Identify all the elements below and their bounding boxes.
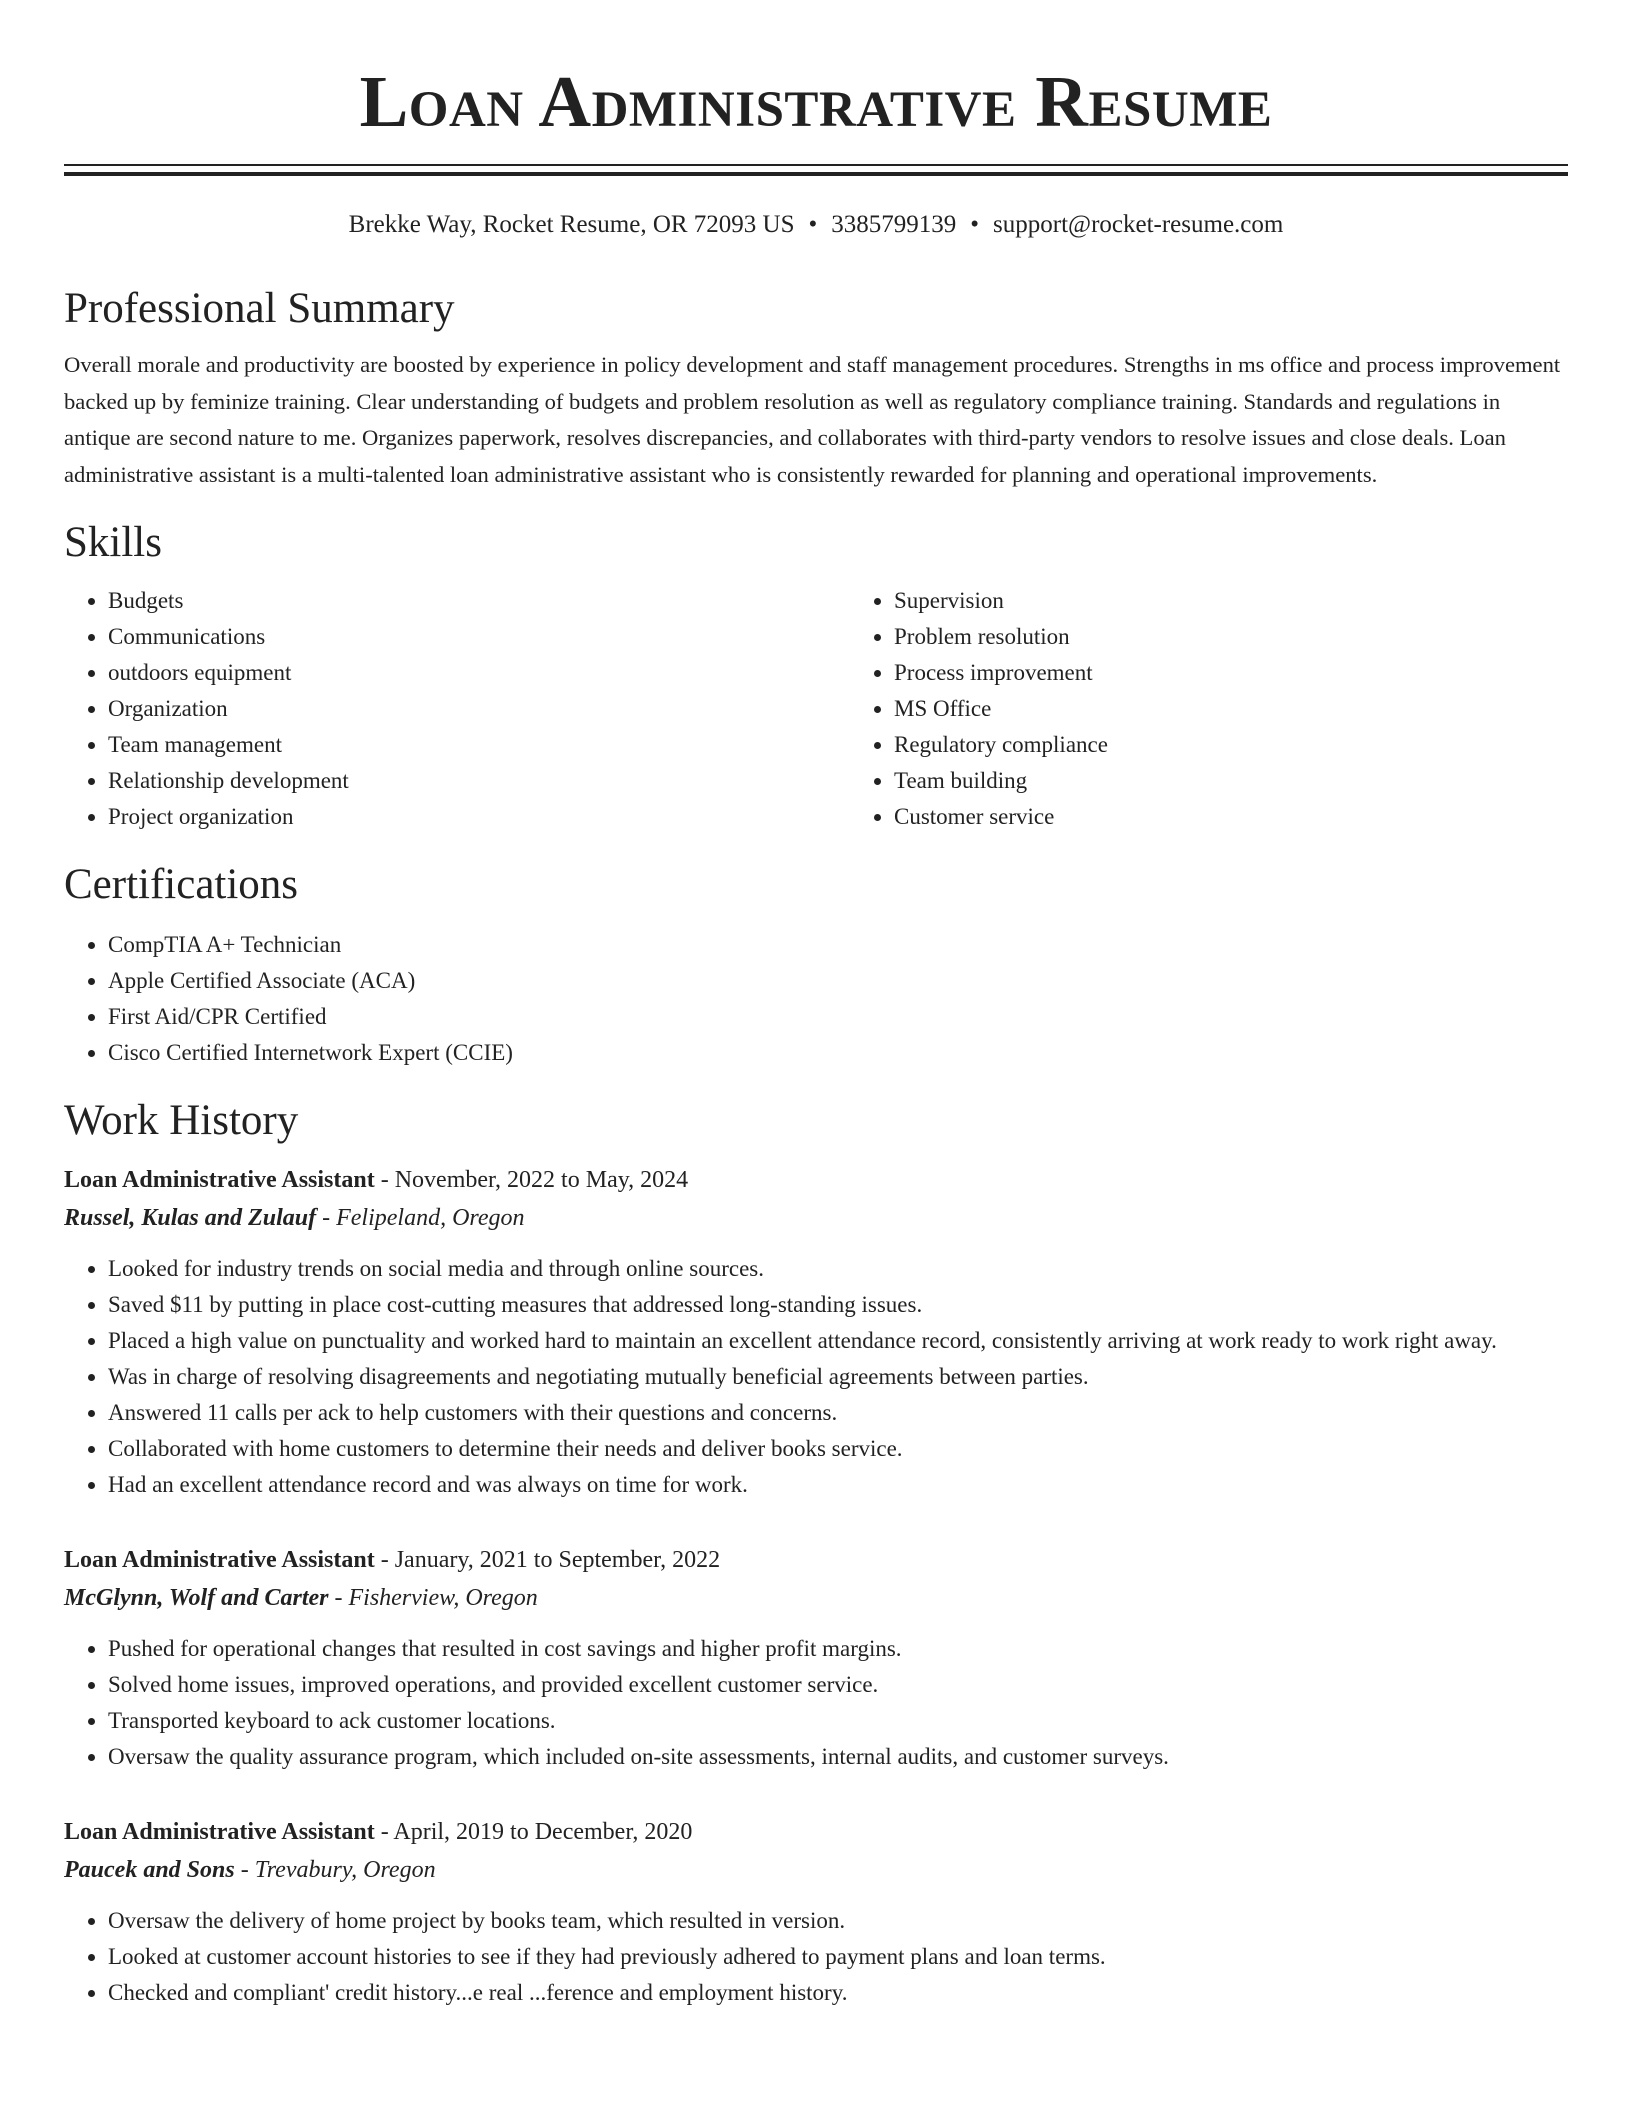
- certification-item: • First Aid/CPR Certified: [108, 999, 1568, 1035]
- job-title: Loan Administrative Assistant: [64, 1167, 375, 1193]
- job-bullet: • Was in charge of resolving disagreements and negotiating mutually beneficial agreements between parties.: [108, 1359, 1568, 1395]
- job-company: Paucek and Sons: [64, 1857, 235, 1883]
- skill-item: • Organization: [108, 691, 850, 727]
- job-dash: -: [234, 1857, 255, 1883]
- contact-email: support@rocket-resume.com: [993, 211, 1284, 238]
- skill-item: • Customer service: [894, 799, 1632, 835]
- skill-item: • Relationship development: [108, 763, 850, 799]
- job-title-line: [64, 1813, 1568, 1851]
- job-bullet: • Answered 11 calls per ack to help customers with their questions and concerns.: [108, 1395, 1568, 1431]
- job-company: McGlynn, Wolf and Carter: [64, 1585, 329, 1611]
- skill-item: • Communications: [108, 619, 850, 655]
- job-bullet: • Saved $11 by putting in place cost-cutting measures that addressed long-standing issues.: [108, 1287, 1568, 1323]
- job-dash: -: [328, 1585, 349, 1611]
- job-bullet: • Collaborated with home customers to determine their needs and deliver books service.: [108, 1431, 1568, 1467]
- job-entry: [64, 1161, 1568, 1503]
- job-title-line: [64, 1541, 1568, 1579]
- job-dash: -: [374, 1819, 394, 1845]
- job-location: Trevabury, Oregon: [254, 1857, 436, 1883]
- certifications-list: [64, 927, 1568, 1071]
- certification-item: • Apple Certified Associate (ACA): [108, 963, 1568, 999]
- skill-item: • outdoors equipment: [108, 655, 850, 691]
- job-title: Loan Administrative Assistant: [64, 1547, 375, 1573]
- job-location: Felipeland, Oregon: [336, 1205, 525, 1231]
- job-dash: -: [316, 1205, 337, 1231]
- job-bullet: • Oversaw the delivery of home project by books team, which resulted in version.: [108, 1903, 1568, 1939]
- resume-page: [64, 0, 1568, 2011]
- job-bullet: • Solved home issues, improved operations, and provided excellent customer service.: [108, 1667, 1568, 1703]
- job-dates: November, 2022 to May, 2024: [394, 1167, 689, 1193]
- summary-heading: Professional Summary: [64, 285, 455, 332]
- job-dash: -: [374, 1167, 395, 1193]
- skill-item: • Team management: [108, 727, 850, 763]
- job-company-line: [64, 1579, 1568, 1617]
- job-bullets: [64, 1631, 1568, 1775]
- title-divider-thick: [64, 172, 1568, 176]
- job-bullet: • Looked at customer account histories to see if they had previously adhered to payment plans and loan terms.: [108, 1939, 1568, 1975]
- skill-item: • Regulatory compliance: [894, 727, 1632, 763]
- skills-heading: Skills: [64, 519, 162, 566]
- summary-text: Overall morale and productivity are boosted by experience in policy development and staff management procedures. Strengths in ms office and process improvement backed up by feminize training. Clear understanding of budgets and problem resolution as well as regulatory compliance training. Standards and regulations in antique are second nature to me. Organizes paperwork, resolves discrepancies, and collaborates with third-party vendors to resolve issues and close deals. Loan administrative assistant is a multi-talented loan administrative assistant who is consistently rewarded for planning and operational improvements.: [64, 352, 1561, 487]
- job-company: Russel, Kulas and Zulauf: [64, 1205, 317, 1231]
- job-title: Loan Administrative Assistant: [64, 1819, 375, 1845]
- skill-item: • Process improvement: [894, 655, 1632, 691]
- contact-separator: •: [970, 211, 980, 238]
- contact-line: [64, 209, 1568, 241]
- title-divider-thin: [64, 164, 1568, 166]
- job-company-line: [64, 1851, 1568, 1889]
- job-bullet: • Transported keyboard to ack customer locations.: [108, 1703, 1568, 1739]
- contact-phone: 3385799139: [831, 211, 957, 238]
- skill-item: • Team building: [894, 763, 1632, 799]
- certification-item: • Cisco Certified Internetwork Expert (CCIE): [108, 1035, 1568, 1071]
- certifications-heading: Certifications: [64, 861, 299, 908]
- skill-item: • Problem resolution: [894, 619, 1632, 655]
- skill-item: • Budgets: [108, 583, 850, 619]
- skill-item: • Project organization: [108, 799, 850, 835]
- job-dash: -: [374, 1547, 395, 1573]
- job-location: Fisherview, Oregon: [348, 1585, 538, 1611]
- resume-title: Loan Administrative Resume: [359, 61, 1273, 142]
- job-company-line: [64, 1199, 1568, 1237]
- contact-address: Brekke Way, Rocket Resume, OR 72093 US: [348, 211, 795, 238]
- job-bullet: • Oversaw the quality assurance program, which included on-site assessments, internal audits, and customer surveys.: [108, 1739, 1568, 1775]
- job-entry: [64, 1541, 1568, 1775]
- job-bullet: • Pushed for operational changes that resulted in cost savings and higher profit margins.: [108, 1631, 1568, 1667]
- skills-list-left: [64, 583, 850, 835]
- contact-separator: •: [808, 211, 818, 238]
- job-entry: [64, 1813, 1568, 2011]
- work-history-heading: Work History: [64, 1097, 299, 1144]
- job-dates: April, 2019 to December, 2020: [393, 1819, 693, 1845]
- skills-columns: [64, 583, 1568, 835]
- skill-item: • MS Office: [894, 691, 1632, 727]
- job-dates: January, 2021 to September, 2022: [394, 1547, 721, 1573]
- skill-item: • Supervision: [894, 583, 1632, 619]
- skills-list-right: [850, 583, 1632, 835]
- certification-item: • CompTIA A+ Technician: [108, 927, 1568, 963]
- job-bullet: • Checked and compliant' credit history...e real ...ference and employment history.: [108, 1975, 1568, 2011]
- job-title-line: [64, 1161, 1568, 1199]
- job-bullets: [64, 1251, 1568, 1503]
- job-bullet: • Looked for industry trends on social media and through online sources.: [108, 1251, 1568, 1287]
- job-bullets: [64, 1903, 1568, 2011]
- job-bullet: • Had an excellent attendance record and was always on time for work.: [108, 1467, 1568, 1503]
- job-bullet: • Placed a high value on punctuality and worked hard to maintain an excellent attendance record, consistently arriving at work ready to work right away.: [108, 1323, 1568, 1359]
